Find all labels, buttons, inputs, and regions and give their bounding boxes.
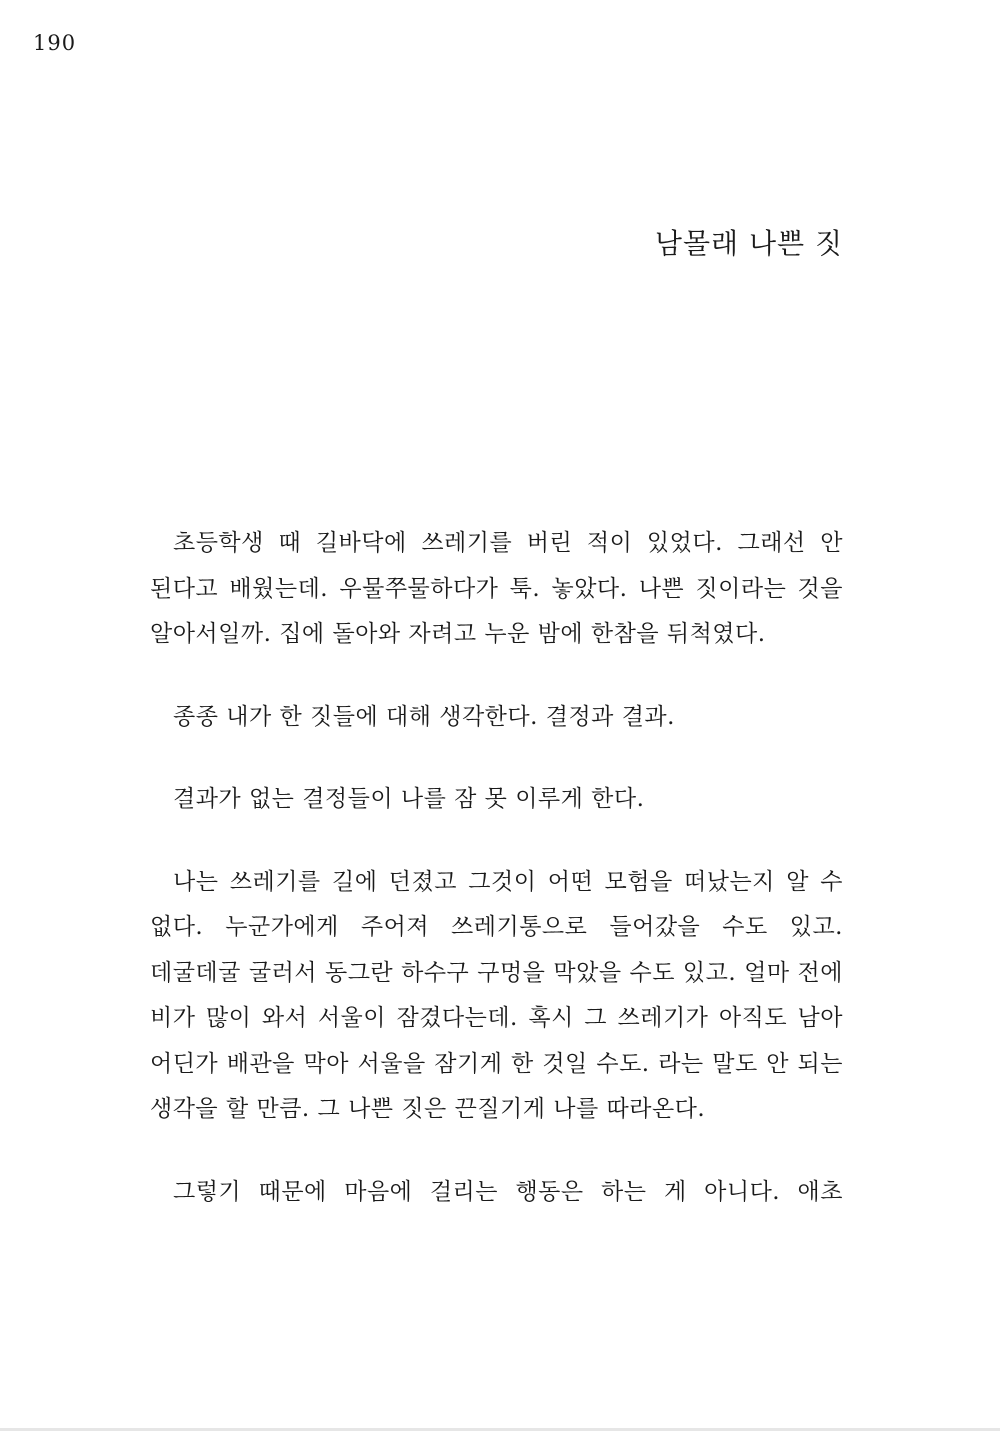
page-number: 190 bbox=[33, 31, 77, 55]
paragraph-5: 그렇기 때문에 마음에 걸리는 행동은 하는 게 아니다. 애초 bbox=[173, 1178, 843, 1205]
chapter-title: 남몰래 나쁜 짓 bbox=[654, 227, 843, 260]
paragraph-3: 결과가 없는 결정들이 나를 잠 못 이루게 한다. bbox=[173, 786, 645, 812]
paragraph-4: 나는 쓰레기를 길에 던졌고 그것이 어떤 모험을 떠났는지 알 수 없다. 누군가에게 주어져 쓰레기통으로 들어갔을 수도 있고. 데굴데굴 굴러서 동그란 하수구 구멍을 막았을 수도 있고. 얼마 전에 비가 많이 와서 서울이 잠겼다는데. 혹시 그 쓰레기가 아직도 남아 어딘가 배관을 막아 서울을 잠기게 한 것일 수도. 라는 말도 안 되는 생각을 할 만큼. 그 나쁜 짓은 끈질기게 나를 따라온다. bbox=[150, 868, 843, 1122]
paragraph-1: 초등학생 때 길바닥에 쓰레기를 버린 적이 있었다. 그래선 안 된다고 배웠는데. 우물쭈물하다가 툭. 놓았다. 나쁜 짓이라는 것을 알아서일까. 집에 돌아와 자려고 누운 밤에 한참을 뒤척였다. bbox=[150, 530, 843, 647]
paragraph-2: 종종 내가 한 짓들에 대해 생각한다. 결정과 결과. bbox=[173, 703, 675, 730]
body-text bbox=[150, 521, 843, 1215]
